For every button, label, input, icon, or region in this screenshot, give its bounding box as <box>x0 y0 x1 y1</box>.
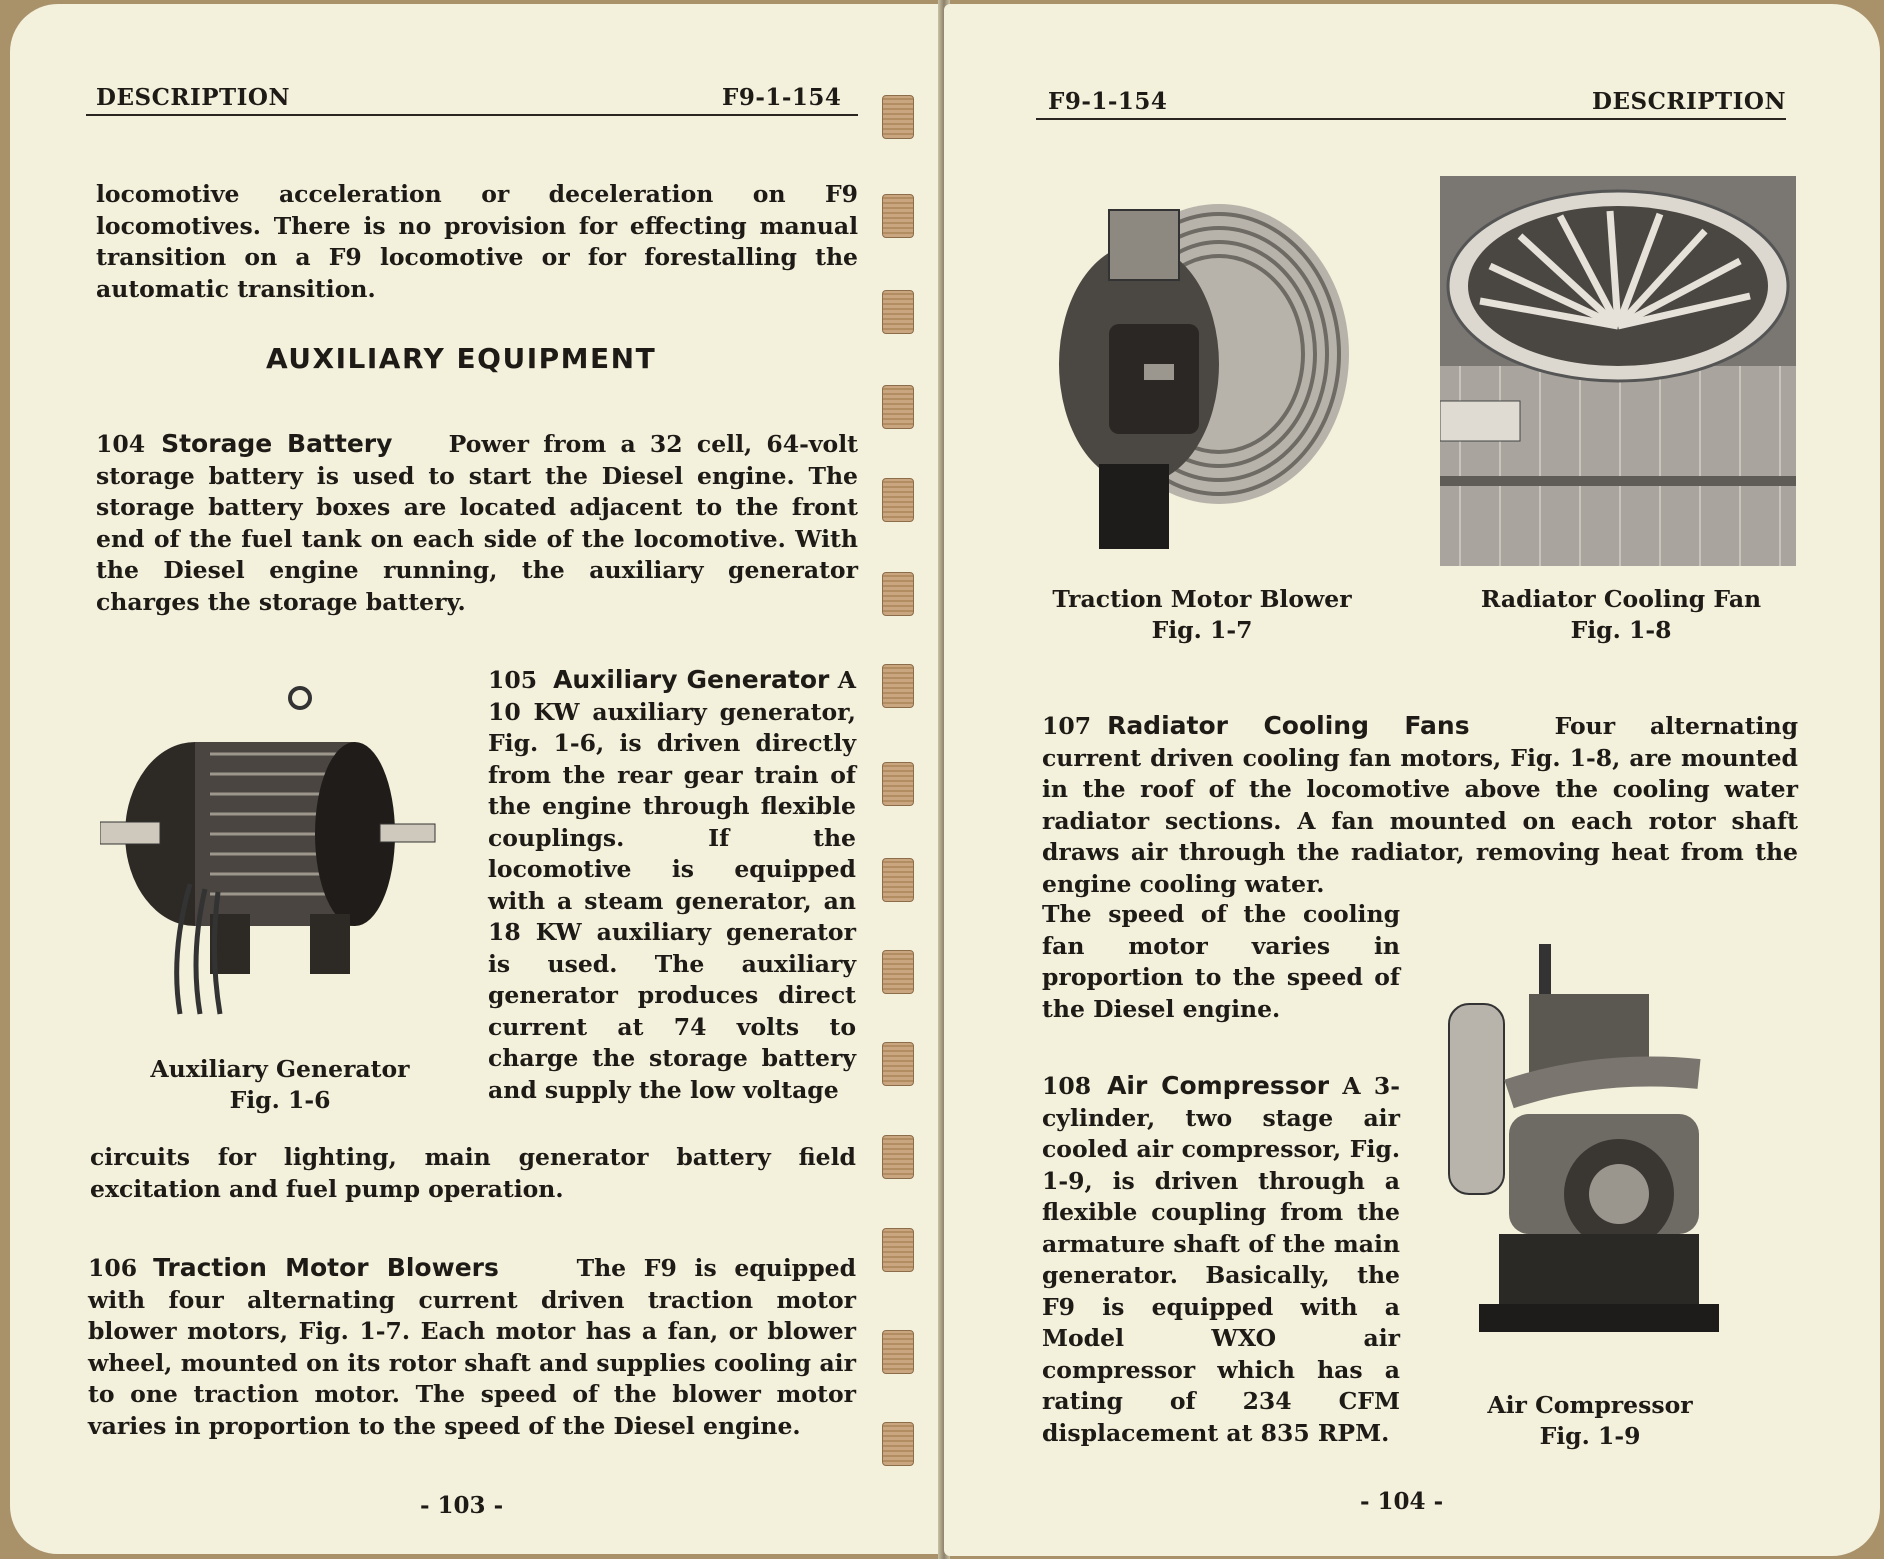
page-number: - 103 - <box>420 1492 504 1519</box>
radiator-cooling-fan-image <box>1440 176 1796 566</box>
header-rule <box>86 114 858 116</box>
traction-motor-blower-image <box>1049 174 1349 564</box>
section-title: Air Compressor <box>1107 1071 1330 1100</box>
figure-caption <box>1042 584 1362 646</box>
binding-hole <box>882 478 914 522</box>
figure-number: Fig. 1-7 <box>1151 616 1253 644</box>
section-number: 108 <box>1042 1072 1092 1100</box>
section-105 <box>488 664 856 1106</box>
section-107-continued: The speed of the cooling fan motor varies in proportion to the speed of the Diesel engine. <box>1042 900 1400 1023</box>
binding-hole <box>882 664 914 708</box>
binding-hole <box>882 1228 914 1272</box>
left-page <box>10 4 945 1554</box>
section-108 <box>1042 1070 1400 1449</box>
auxiliary-generator-image <box>100 684 460 1034</box>
figure-number: Fig. 1-8 <box>1570 616 1672 644</box>
header-doc-number: F9-1-154 <box>722 84 842 111</box>
section-106 <box>88 1252 856 1442</box>
section-body: Power from a 32 cell, 64-volt storage battery is used to start the Diesel engine. The storage battery boxes are located adjacent to the front end of the fuel tank on each side of the locomotive. With the Diesel engine running, the auxiliary generator charges the storage battery. <box>96 430 858 616</box>
figure-caption <box>1440 1390 1740 1452</box>
binding-hole <box>882 572 914 616</box>
section-title: Radiator Cooling Fans <box>1107 711 1470 740</box>
section-body: A 10 KW auxiliary generator, Fig. 1-6, is driven directly from the rear gear train of the engine through flexible couplings. If the locomotive is equipped with a steam generator, an 18 KW auxiliary generator is used. The auxiliary generator produces direct current at 74 volts to charge the storage battery and supply the low voltage <box>488 666 857 1104</box>
binding-hole <box>882 194 914 238</box>
page-number: - 104 - <box>1360 1488 1444 1515</box>
section-title: Storage Battery <box>161 429 393 458</box>
figure-number: Fig. 1-9 <box>1539 1422 1641 1450</box>
header-rule <box>1036 118 1786 120</box>
header-left: DESCRIPTION <box>96 84 290 111</box>
binding-hole <box>882 95 914 139</box>
section-number: 104 <box>96 430 146 458</box>
right-page <box>944 4 1880 1556</box>
binding-hole <box>882 950 914 994</box>
figure-caption-title: Auxiliary Generator <box>150 1055 410 1083</box>
section-title: Traction Motor Blowers <box>153 1253 499 1282</box>
figure-caption-title: Traction Motor Blower <box>1052 585 1352 613</box>
header-doc-number: F9-1-154 <box>1048 88 1168 115</box>
section-number: 107 <box>1042 712 1092 740</box>
section-105-continued: circuits for lighting, main generator battery field excitation and fuel pump operation. <box>90 1143 856 1203</box>
binding-hole <box>882 1422 914 1466</box>
binding-hole <box>882 858 914 902</box>
header-right: DESCRIPTION <box>1592 88 1786 115</box>
binding-hole <box>882 290 914 334</box>
figure-caption-title: Air Compressor <box>1487 1391 1693 1419</box>
section-body: Four alternating current driven cooling fan motors, Fig. 1-8, are mounted in the roof of the locomotive above the cooling water radiator sections. A fan mounted on each rotor shaft draws air through the radiator, removing heat from the engine cooling water. <box>1042 712 1798 898</box>
section-heading: AUXILIARY EQUIPMENT <box>266 342 657 375</box>
section-body: A 3-cylinder, two stage air cooled air compressor, Fig. 1-9, is driven through a flexible coupling from the armature shaft of the main generator. Basically, the F9 is equipped with a Model WXO air compressor which has a rating of 234 CFM displacement at 835 RPM. <box>1042 1072 1400 1447</box>
binding-hole <box>882 1330 914 1374</box>
binding-hole <box>882 762 914 806</box>
section-body: The F9 is equipped with four alternating current driven traction motor blower motors, Fig. 1-7. Each motor has a fan, or blower wheel, mounted on its rotor shaft and supplies cooling air to one traction motor. The speed of the blower motor varies in proportion to the speed of the Diesel engine. <box>88 1254 857 1440</box>
section-107 <box>1042 710 1798 900</box>
binding-hole <box>882 1135 914 1179</box>
figure-caption <box>1466 584 1776 646</box>
section-104 <box>96 428 858 618</box>
section-number: 106 <box>88 1254 138 1282</box>
figure-caption-title: Radiator Cooling Fan <box>1480 585 1762 613</box>
figure-caption <box>130 1054 430 1116</box>
binding-hole <box>882 385 914 429</box>
section-title: Auxiliary Generator <box>553 665 830 694</box>
figure-number: Fig. 1-6 <box>229 1086 331 1114</box>
intro-paragraph: locomotive acceleration or deceleration on F9 locomotives. There is no provision for effecting manual transition on a F9 locomotive or for forestalling the automatic transition. <box>96 180 858 303</box>
section-number: 105 <box>488 666 538 694</box>
air-compressor-image <box>1439 934 1719 1354</box>
binding-hole <box>882 1042 914 1086</box>
